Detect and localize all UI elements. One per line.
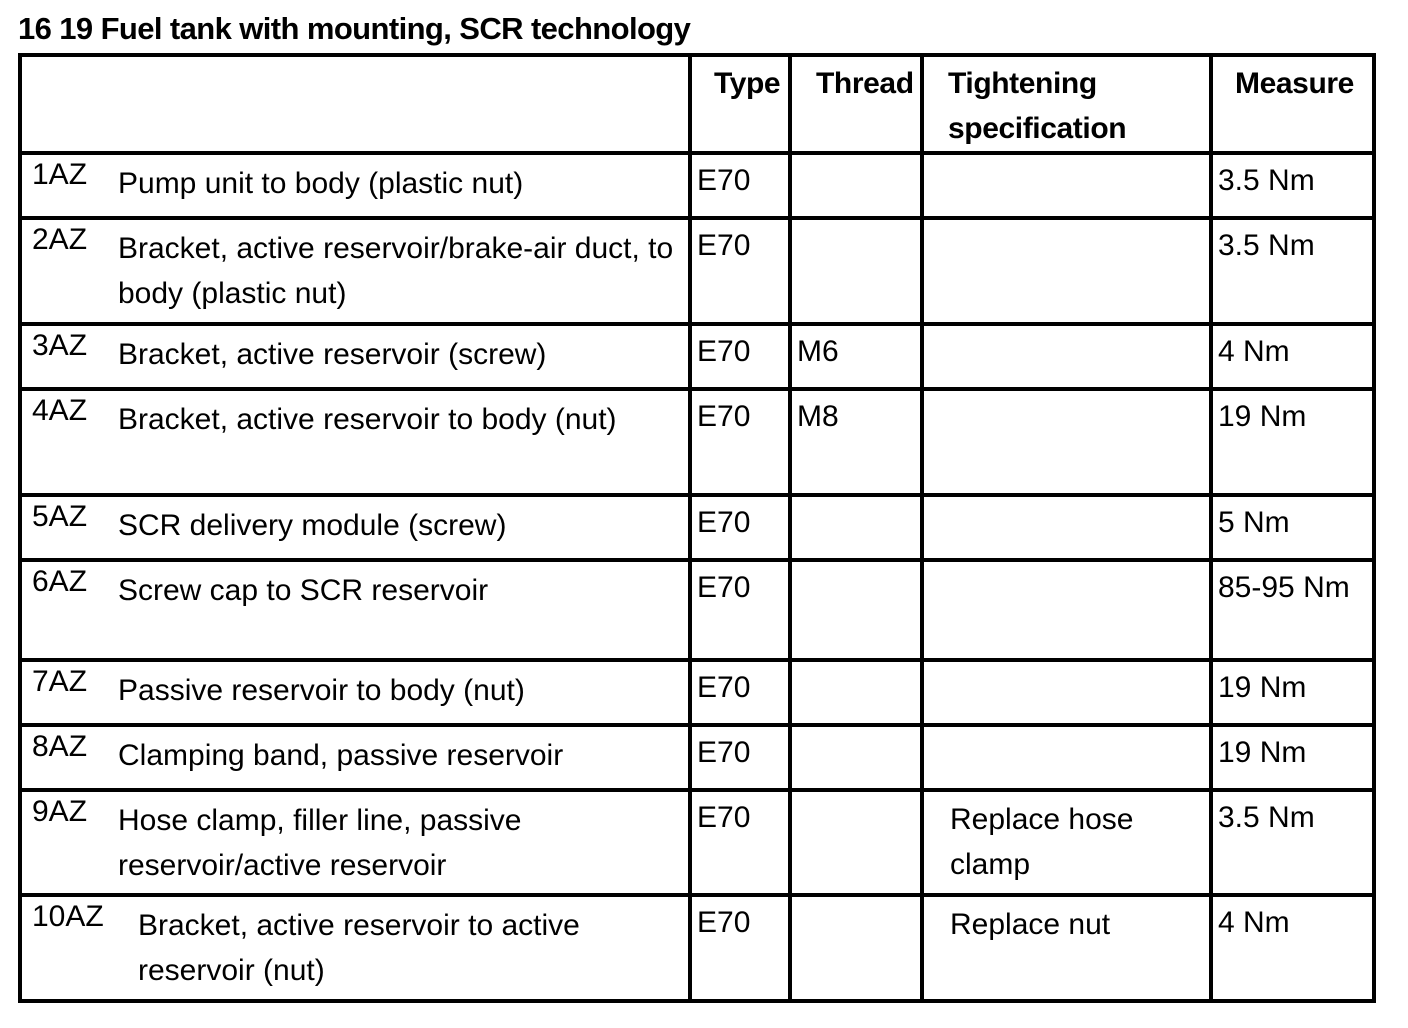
item-measure: 5 Nm bbox=[1211, 495, 1374, 560]
item-thread bbox=[790, 725, 922, 790]
item-type: E70 bbox=[690, 495, 790, 560]
item-code: 9AZ bbox=[32, 795, 88, 828]
item-description: Clamping band, passive reservoir bbox=[118, 739, 564, 772]
item-description: Bracket, active reservoir/brake-air duct, to body (plastic nut) bbox=[118, 232, 674, 310]
item-tightening bbox=[922, 389, 1211, 495]
item-description: Bracket, active reservoir to active reservoir (nut) bbox=[138, 909, 580, 987]
item-code: 5AZ bbox=[32, 500, 88, 533]
header-description bbox=[20, 55, 690, 153]
item-code: 6AZ bbox=[32, 565, 88, 598]
item-type: E70 bbox=[690, 389, 790, 495]
table-row bbox=[20, 495, 1374, 560]
item-tightening bbox=[922, 495, 1211, 560]
item-measure: 19 Nm bbox=[1211, 389, 1374, 495]
table-row bbox=[20, 389, 1374, 495]
page-title: 16 19 Fuel tank with mounting, SCR technology bbox=[18, 11, 691, 46]
item-type: E70 bbox=[690, 660, 790, 725]
item-measure: 4 Nm bbox=[1211, 324, 1374, 389]
item-code: 3AZ bbox=[32, 329, 88, 362]
item-type: E70 bbox=[690, 560, 790, 660]
header-thread: Thread bbox=[790, 55, 922, 153]
item-thread bbox=[790, 218, 922, 324]
item-tightening: Replace nut bbox=[922, 895, 1211, 1001]
item-description: Passive reservoir to body (nut) bbox=[118, 674, 525, 707]
item-measure: 3.5 Nm bbox=[1211, 218, 1374, 324]
item-thread bbox=[790, 560, 922, 660]
table-row bbox=[20, 153, 1374, 218]
item-thread: M8 bbox=[790, 389, 922, 495]
item-code: 10AZ bbox=[32, 900, 104, 933]
table-row bbox=[20, 725, 1374, 790]
item-code: 7AZ bbox=[32, 665, 88, 698]
header-measure: Measure bbox=[1211, 55, 1374, 153]
header-type: Type bbox=[690, 55, 790, 153]
item-measure: 19 Nm bbox=[1211, 660, 1374, 725]
table-row bbox=[20, 560, 1374, 660]
item-thread: M6 bbox=[790, 324, 922, 389]
item-code: 2AZ bbox=[32, 223, 88, 256]
item-tightening bbox=[922, 660, 1211, 725]
item-tightening bbox=[922, 725, 1211, 790]
table-header-row bbox=[20, 55, 1374, 153]
table-row bbox=[20, 895, 1374, 1001]
item-thread bbox=[790, 895, 922, 1001]
item-description: Bracket, active reservoir to body (nut) bbox=[118, 403, 617, 436]
item-type: E70 bbox=[690, 153, 790, 218]
table-row bbox=[20, 218, 1374, 324]
item-measure: 85-95 Nm bbox=[1211, 560, 1374, 660]
item-description: Bracket, active reservoir (screw) bbox=[118, 338, 547, 371]
item-code: 1AZ bbox=[32, 158, 88, 191]
item-type: E70 bbox=[690, 725, 790, 790]
item-tightening bbox=[922, 324, 1211, 389]
item-description: Screw cap to SCR reservoir bbox=[118, 574, 489, 607]
item-tightening: Replace hose clamp bbox=[922, 790, 1211, 895]
item-code: 8AZ bbox=[32, 730, 88, 763]
item-measure: 19 Nm bbox=[1211, 725, 1374, 790]
item-tightening bbox=[922, 218, 1211, 324]
item-measure: 4 Nm bbox=[1211, 895, 1374, 1001]
item-measure: 3.5 Nm bbox=[1211, 790, 1374, 895]
item-thread bbox=[790, 153, 922, 218]
item-type: E70 bbox=[690, 218, 790, 324]
item-description: Pump unit to body (plastic nut) bbox=[118, 167, 524, 200]
table-row bbox=[20, 324, 1374, 389]
item-type: E70 bbox=[690, 895, 790, 1001]
item-measure: 3.5 Nm bbox=[1211, 153, 1374, 218]
table-row bbox=[20, 660, 1374, 725]
item-tightening bbox=[922, 560, 1211, 660]
item-thread bbox=[790, 495, 922, 560]
item-type: E70 bbox=[690, 790, 790, 895]
item-type: E70 bbox=[690, 324, 790, 389]
item-thread bbox=[790, 790, 922, 895]
item-code: 4AZ bbox=[32, 394, 88, 427]
table-row bbox=[20, 790, 1374, 895]
header-tightening-specification: Tightening specification bbox=[922, 55, 1211, 153]
item-thread bbox=[790, 660, 922, 725]
item-description: Hose clamp, filler line, passive reservoir/active reservoir bbox=[118, 804, 522, 882]
item-tightening bbox=[922, 153, 1211, 218]
torque-spec-table bbox=[18, 53, 1376, 1003]
item-description: SCR delivery module (screw) bbox=[118, 509, 507, 542]
